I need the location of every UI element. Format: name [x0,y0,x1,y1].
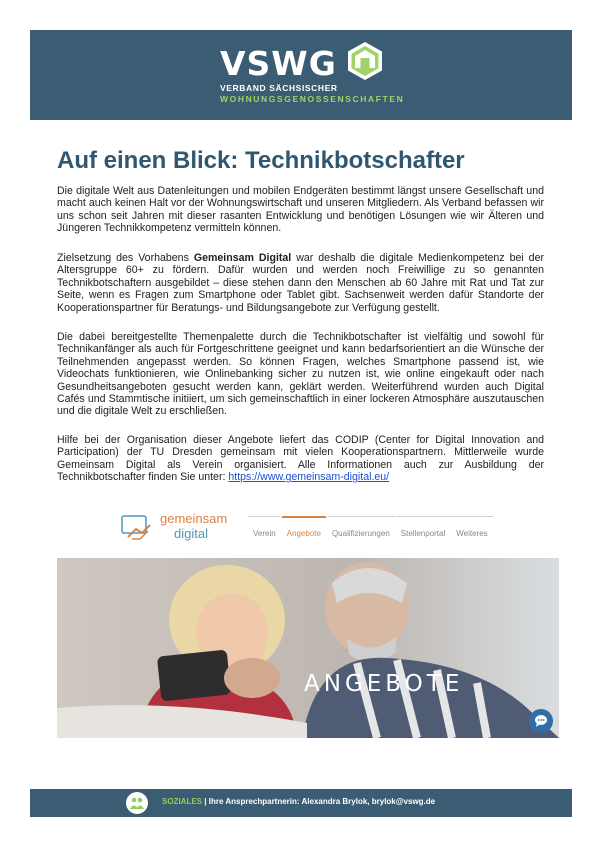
gemeinsam-digital-logo [116,509,226,545]
logo-subtitle-line2: WOHNUNGSGENOSSENSCHAFTEN [220,94,405,104]
logo-text-gemeinsam: gemeinsam [160,511,228,526]
nav-item-verein[interactable]: Verein [248,516,281,538]
page-header [30,30,572,120]
hero-photo [57,558,559,738]
handshake-icon [120,513,156,543]
article-title: Auf einen Blick: Technikbotschafter [57,147,465,174]
nav-item-angebote[interactable]: Angebote [282,516,326,538]
chat-icon [534,714,548,728]
paragraph-help [57,434,544,484]
page-footer [30,789,572,817]
logo-subtitle-line1: VERBAND SÄCHSISCHER [220,83,338,93]
vswg-logo [220,41,420,111]
house-hexagon-icon [346,41,384,81]
footer-text [162,797,435,806]
chat-button[interactable] [529,709,553,733]
paragraph-topics: Die dabei bereitgestellte Themenpalette durch die Technikbotschafter ist vielfältig und sowohl für Technikanfänger als auch für Fortgeschrittene geeignet und kann bedarfsorientiert an die Wünsche der Teilnehmenden angepasst werden. So können Fragen, welches Smartphone passend ist, wie Videochats funktionieren, wie Onlinebanking sicher zu nutzen ist, wie online eingekauft oder nach Gesundheitsangeboten gesucht werden kann, geklärt werden. Weiterführend wurden auch Digital Cafés und Stammtische initiiert, um sich gemeinschaftlich in einer lockeren Atmosphäre auszutauschen und die digitale Welt zu erschließen. [57,331,544,418]
logo-text-digital: digital [174,526,208,541]
nav-item-weiteres[interactable]: Weiteres [451,516,492,538]
project-name: Gemeinsam Digital [193,252,292,264]
footer-contact: Ihre Ansprechpartnerin: Alexandra Brylok, brylok@vswg.de [208,797,436,806]
seniors-smartphone-illustration [57,558,559,738]
footer-category: SOZIALES [162,797,203,806]
paragraph-goal-rest: war deshalb die digitale Medienkompetenz bei der Altersgruppe 60+ zu fördern. Dafür wurden und werden noch Freiwillige zu so genannten Technikbotschaftern ausgebildet – diese stehen dann den Menschen ab 60 Jahre mit Rat und Tat zur Seite, wenn es Fragen zum Smartphone oder Tablet gibt. Sachsenweit werden dafür Standorte der Kooperationspartner für Beratungs- und Bildungsangebote zur Verfügung gestellt. [57,252,544,314]
hero-caption: ANGEBOTE [304,671,464,697]
nav-item-stellenportal[interactable]: Stellenportal [396,516,450,538]
website-header-screenshot [116,503,494,548]
website-nav [248,516,494,538]
footer-separator: | [204,797,207,806]
website-link[interactable]: https://www.gemeinsam-digital.eu/ [228,471,390,484]
nav-item-qualifizierungen[interactable]: Qualifizierungen [327,516,395,538]
paragraph-help-text: Hilfe bei der Organisation dieser Angebote liefert das CODIP (Center for Digital Innovation and Participation) der TU Dresden gemeinsam mit vielen Kooperationspartnern. Mittlerweile wurde Gemeinsam Digital als Verein organisiert. Alle Informationen auch zur Ausbildung der Technikbotschafter finden Sie unter: [57,434,544,484]
paragraph-goal-start: Zielsetzung des Vorhabens [57,252,194,264]
paragraph-intro: Die digitale Welt aus Datenleitungen und mobilen Endgeräten bestimmt längst unsere Gesellschaft und macht auch keinen Halt vor der Wohnungswirtschaft und unseren Mitgliedern. Als Verband befassen wir uns schon seit Jahren mit dieser rasanten Entwicklung und benötigen Lösungen wie wir Älteren und Jüngeren Technikkompetenz vermitteln können. [57,185,544,235]
logo-wordmark: VSWG [220,44,337,83]
paragraph-goal [57,252,544,314]
people-icon [129,795,145,811]
footer-badge [126,792,148,814]
